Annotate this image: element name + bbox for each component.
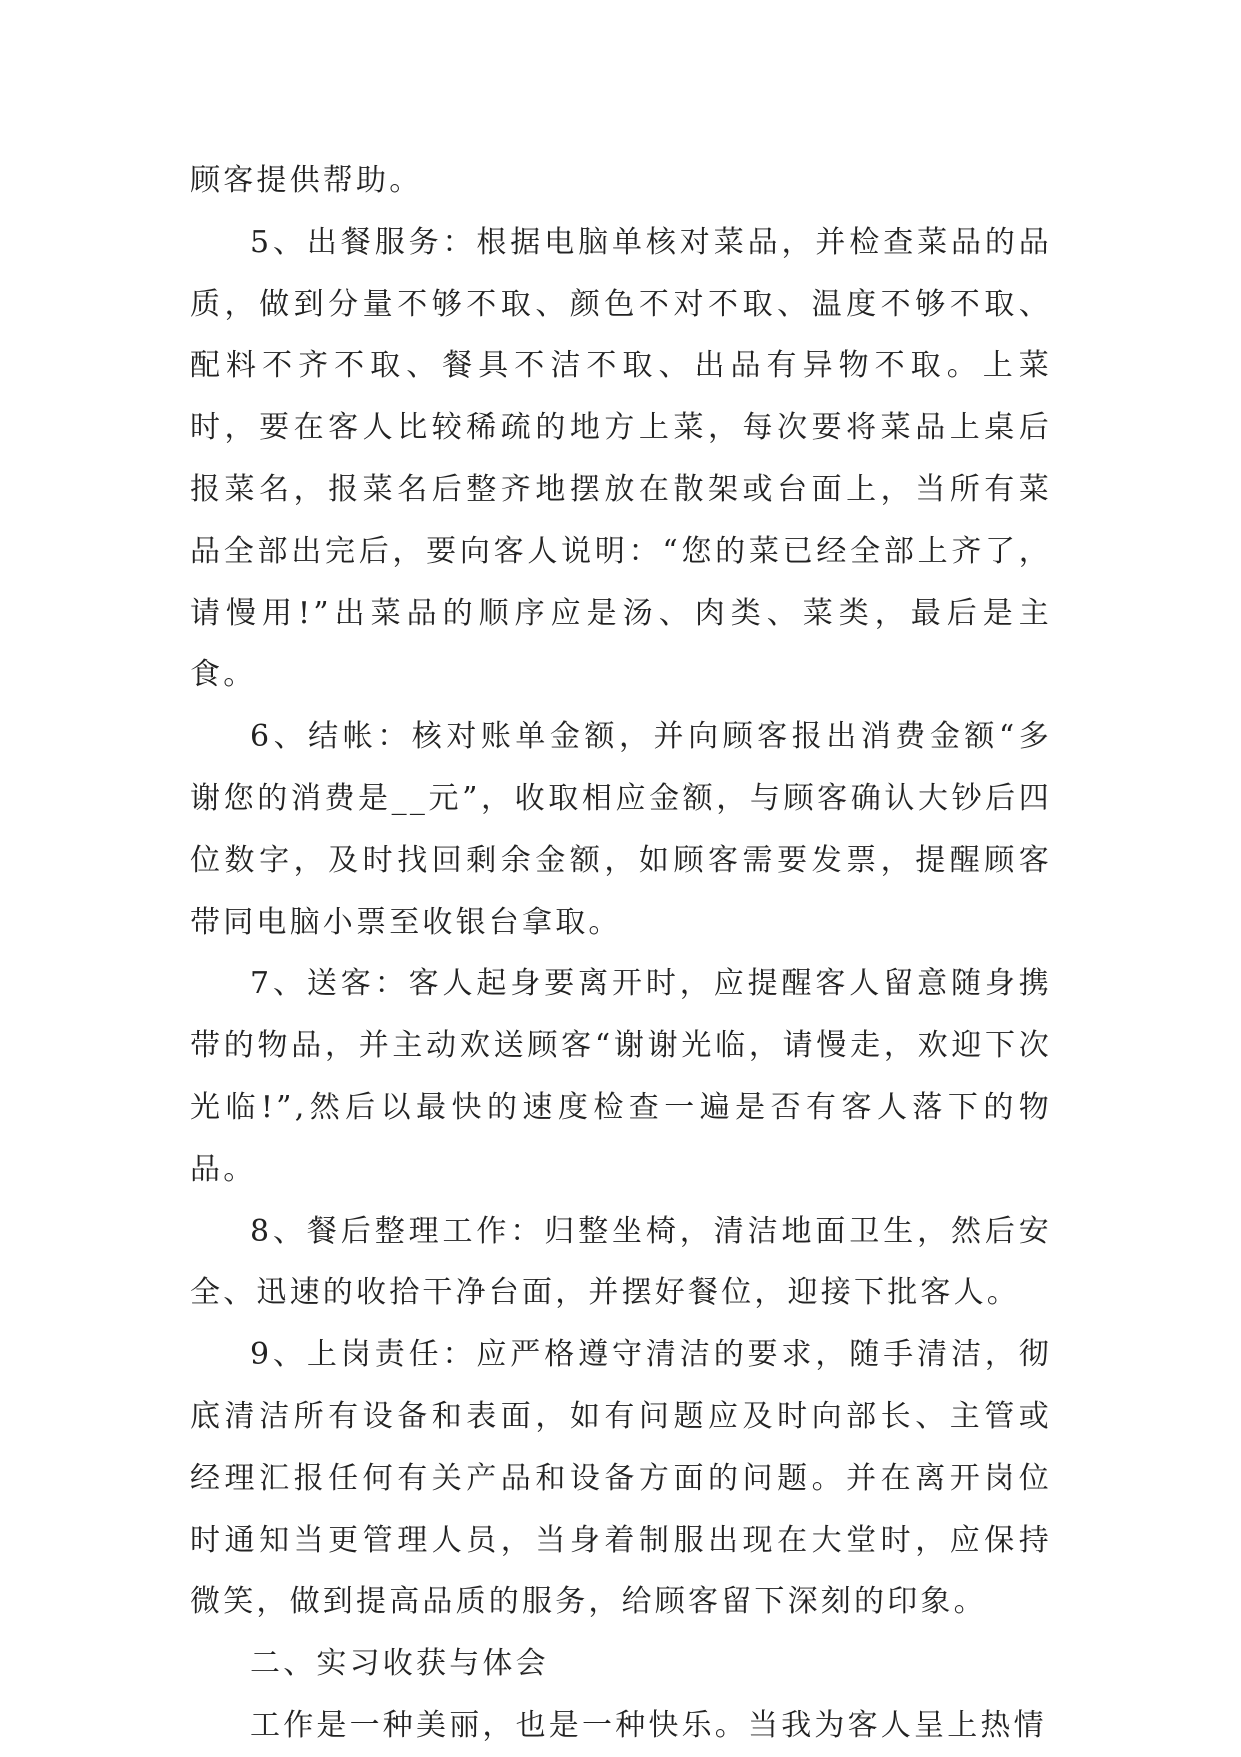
paragraph-continuation: 顾客提供帮助。 xyxy=(190,163,423,198)
paragraph-see-off-guests: 7、送客：客人起身要离开时，应提醒客人留意随身携带的物品，并主动欢送顾客“谢谢光临，请慢走，欢迎下次光临!”,然后以最快的速度检查一遍是否有客人落下的物品。 xyxy=(190,966,1052,1187)
paragraph-checkout: 6、结帐：核对账单金额，并向顾客报出消费金额“多谢您的消费是__元”，收取相应金额，与顾客确认大钞后四位数字，及时找回剩余金额，如顾客需要发票，提醒顾客带同电脑小票至收银台拿取。 xyxy=(190,719,1052,940)
paragraph-duty-responsibility: 9、上岗责任：应严格遵守清洁的要求，随手清洁，彻底清洁所有设备和表面，如有问题应及时向部长、主管或经理汇报任何有关产品和设备方面的问题。并在离开岗位时通知当更管理人员，当身着制服出现在大堂时，应保持微笑，做到提高品质的服务，给顾客留下深刻的印象。 xyxy=(190,1337,1052,1620)
paragraph-post-meal-cleanup: 8、餐后整理工作：归整坐椅，清洁地面卫生，然后安全、迅速的收拾干净台面，并摆好餐位，迎接下批客人。 xyxy=(190,1213,1052,1311)
paragraph-serving-service: 5、出餐服务：根据电脑单核对菜品，并检查菜品的品质，做到分量不够不取、颜色不对不取、温度不够不取、配料不齐不取、餐具不洁不取、出品有异物不取。上菜时，要在客人比较稀疏的地方上菜，每次要将菜品上桌后报菜名，报菜名后整齐地摆放在散架或台面上，当所有菜品全部出完后，要向客人说明：“您的菜已经全部上齐了，请慢用!”出菜品的顺序应是汤、肉类、菜类，最后是主食。 xyxy=(190,224,1052,693)
section-heading-internship-gains: 二、实习收获与体会 xyxy=(250,1646,549,1682)
document-page xyxy=(190,150,1052,1757)
paragraph-work-reflection: 工作是一种美丽，也是一种快乐。当我为客人呈上热情 xyxy=(250,1707,1047,1743)
